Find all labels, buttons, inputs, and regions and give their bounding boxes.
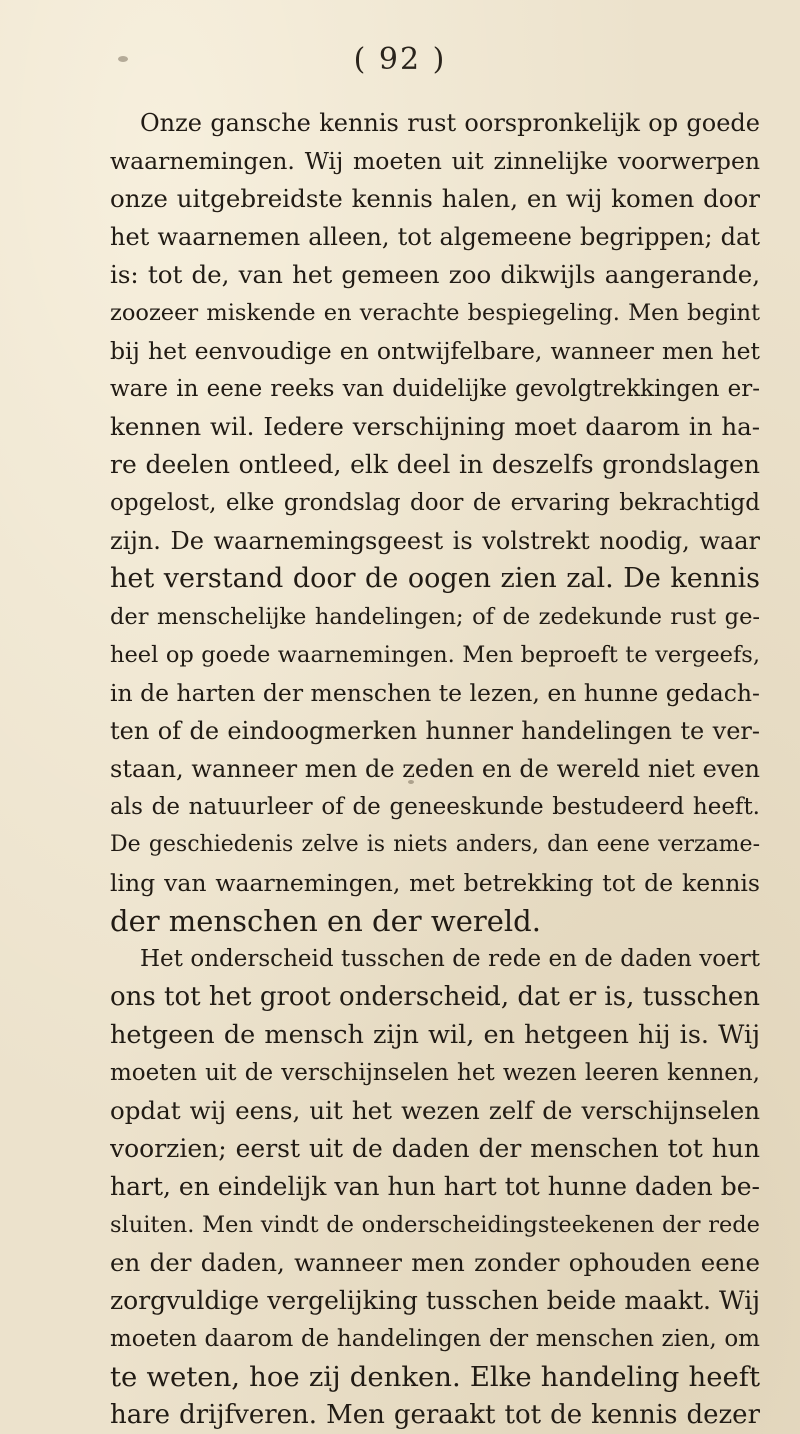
text-line: is: tot de, van het gemeen zoo dikwijls aangerande, bbox=[110, 260, 760, 289]
text-line: voorzien; eerst uit de daden der menschen tot hun bbox=[110, 1134, 760, 1163]
text-line: staan, wanneer men de zeden en de wereld niet even bbox=[110, 755, 760, 783]
text-line: het verstand door de oogen zien zal. De kennis bbox=[110, 563, 760, 594]
text-line: zijn. De waarnemingsgeest is volstrekt noodig, waar bbox=[110, 527, 760, 555]
text-line: ling van waarnemingen, met betrekking tot de kennis bbox=[110, 869, 760, 897]
text-line: in de harten der menschen te lezen, en hunne gedach- bbox=[110, 679, 760, 707]
text-line: ten of de eindoogmerken hunner handelingen te ver- bbox=[110, 717, 760, 745]
text-line: heel op goede waarnemingen. Men beproeft te vergeefs, bbox=[110, 642, 760, 668]
text-line: Het onderscheid tusschen de rede en de daden voert bbox=[140, 946, 760, 972]
text-line: zorgvuldige vergelijking tusschen beide maakt. Wij bbox=[110, 1286, 760, 1315]
text-line: hart, en eindelijk van hun hart tot hunne daden be- bbox=[110, 1172, 760, 1201]
text-line: De geschiedenis zelve is niets anders, dan eene verzame- bbox=[110, 832, 760, 857]
text-line: waarnemingen. Wij moeten uit zinnelijke voorwerpen bbox=[110, 147, 760, 175]
text-line: hetgeen de mensch zijn wil, en hetgeen hij is. Wij bbox=[110, 1020, 760, 1050]
text-line: het waarnemen alleen, tot algemeene begrippen; dat bbox=[110, 223, 760, 251]
page-number: ( 92 ) bbox=[353, 42, 447, 77]
paper-speck bbox=[118, 56, 128, 62]
body-text bbox=[110, 104, 760, 1434]
text-line: der menschen en der wereld. bbox=[110, 904, 541, 938]
text-line: zoozeer miskende en verachte bespiegeling. Men begint bbox=[110, 300, 760, 326]
text-line: ware in eene reeks van duidelijke gevolgtrekkingen er- bbox=[110, 376, 760, 402]
text-line: moeten daarom de handelingen der menschen zien, om bbox=[110, 1326, 760, 1352]
text-line: Onze gansche kennis rust oorspronkelijk op goede bbox=[140, 109, 760, 137]
text-line: sluiten. Men vindt de onderscheidingsteekenen der rede bbox=[110, 1212, 760, 1238]
text-line: te weten, hoe zij denken. Elke handeling heeft bbox=[110, 1361, 760, 1393]
text-line: hare drijfveren. Men geraakt tot de kennis dezer bbox=[110, 1400, 760, 1430]
text-line: re deelen ontleed, elk deel in deszelfs grondslagen bbox=[110, 450, 760, 479]
text-line: der menschelijke handelingen; of de zedekunde rust ge- bbox=[110, 604, 760, 630]
text-line: en der daden, wanneer men zonder ophouden eene bbox=[110, 1248, 760, 1277]
text-line: kennen wil. Iedere verschijning moet daarom in ha- bbox=[110, 412, 760, 441]
text-line: onze uitgebreidste kennis halen, en wij komen door bbox=[110, 184, 760, 213]
text-line: opdat wij eens, uit het wezen zelf de verschijnselen bbox=[110, 1096, 760, 1125]
text-line: ons tot het groot onderscheid, dat er is, tusschen bbox=[110, 982, 760, 1012]
paper-speck bbox=[408, 780, 414, 784]
text-line: bij het eenvoudige en ontwijfelbare, wanneer men het bbox=[110, 337, 760, 365]
text-line: opgelost, elke grondslag door de ervaring bekrachtigd bbox=[110, 490, 760, 516]
text-line: als de natuurleer of de geneeskunde bestudeerd heeft. bbox=[110, 794, 760, 820]
text-line: moeten uit de verschijnselen het wezen leeren kennen, bbox=[110, 1060, 760, 1086]
